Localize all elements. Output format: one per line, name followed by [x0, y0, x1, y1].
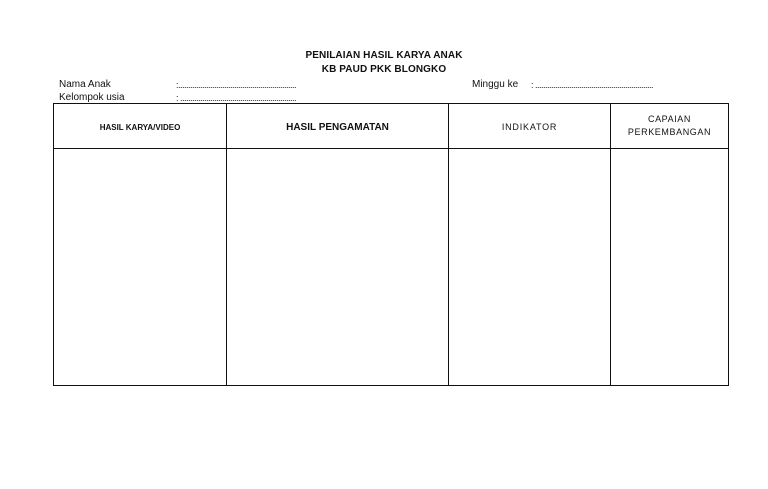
achievement-cell[interactable] — [611, 149, 729, 386]
column-header-achievement — [611, 104, 729, 149]
age-group-label: Kelompok usia — [59, 92, 125, 103]
column-header-indicator — [449, 104, 611, 149]
name-label: Nama Anak — [59, 79, 111, 90]
form-title: PENILAIAN HASIL KARYA ANAK — [305, 50, 463, 61]
form-subtitle: KB PAUD PKK BLONGKO — [321, 64, 447, 75]
table-body-row — [54, 149, 729, 386]
column-header-artwork — [54, 104, 227, 149]
column-header-artwork-label: HASIL KARYA/VIDEO — [99, 123, 181, 132]
week-field[interactable]: : ........................................................... — [531, 80, 654, 90]
age-group-field[interactable]: : .......................................................... — [176, 93, 297, 103]
indicator-cell[interactable] — [449, 149, 611, 386]
week-label: Minggu ke — [472, 79, 519, 90]
artwork-cell[interactable] — [54, 149, 227, 386]
column-header-achievement-line2: PERKEMBANGAN — [627, 127, 712, 137]
table-header-row — [54, 104, 729, 149]
observation-cell[interactable] — [227, 149, 449, 386]
column-header-indicator-label: INDIKATOR — [501, 122, 558, 132]
column-header-observation — [227, 104, 449, 149]
column-header-observation-label: HASIL PENGAMATAN — [286, 122, 389, 133]
column-header-achievement-line1: CAPAIAN — [647, 114, 692, 124]
name-field[interactable]: :........................................................... — [176, 80, 297, 90]
assessment-table — [53, 103, 729, 386]
